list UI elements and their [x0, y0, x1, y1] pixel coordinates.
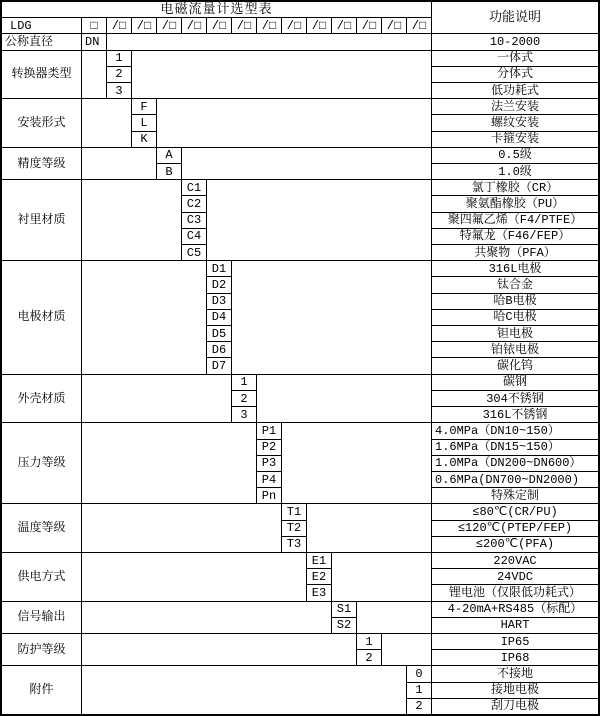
group-label: 信号输出	[2, 602, 81, 633]
group-label: 压力等级	[2, 423, 81, 503]
option-code: 1	[407, 683, 431, 698]
empty-cell	[257, 375, 431, 423]
option-code: T3	[282, 537, 306, 552]
empty-cell	[82, 51, 106, 99]
option-code: D3	[207, 294, 231, 309]
option-desc: HART	[432, 618, 598, 633]
empty-cell	[82, 634, 356, 665]
option-code: S2	[332, 618, 356, 633]
empty-cell	[232, 261, 431, 373]
model-code-slot: /□	[382, 18, 406, 33]
option-code: D4	[207, 310, 231, 325]
option-code: P3	[257, 456, 281, 471]
option-code: 2	[107, 67, 131, 82]
option-code: P1	[257, 423, 281, 438]
option-code: T2	[282, 521, 306, 536]
empty-cell	[332, 553, 431, 601]
option-desc-diameter: 10-2000	[432, 34, 598, 49]
empty-cell	[82, 180, 181, 260]
option-code: T1	[282, 504, 306, 519]
empty-cell	[82, 261, 206, 373]
empty-cell	[207, 180, 431, 260]
option-code: S1	[332, 602, 356, 617]
empty-cell	[382, 634, 431, 665]
empty-cell	[82, 602, 331, 633]
option-desc: 哈B电极	[432, 294, 598, 309]
option-desc: 0.6MPa(DN700~DN2000)	[432, 472, 598, 487]
empty-cell	[82, 423, 256, 503]
model-code-box: □	[82, 18, 106, 33]
empty-cell	[82, 553, 306, 601]
empty-cell	[82, 99, 131, 147]
option-code: D2	[207, 277, 231, 292]
empty-cell	[82, 148, 156, 179]
option-desc: 氯丁橡胶（CR）	[432, 180, 598, 195]
option-desc: 特殊定制	[432, 488, 598, 503]
option-code: C1	[182, 180, 206, 195]
option-desc: 钛合金	[432, 277, 598, 292]
empty-cell	[132, 51, 431, 99]
option-desc: ≤200℃(PFA)	[432, 537, 598, 552]
option-desc: 4.0MPa（DN10~150）	[432, 423, 598, 438]
model-code-slot: /□	[332, 18, 356, 33]
model-prefix: LDG	[2, 18, 81, 33]
option-code: F	[132, 99, 156, 114]
option-code: E2	[307, 569, 331, 584]
option-code: 2	[407, 699, 431, 714]
model-code-slot: /□	[157, 18, 181, 33]
option-desc: 螺纹安装	[432, 115, 598, 130]
option-code: E3	[307, 585, 331, 600]
function-column-header: 功能说明	[432, 2, 598, 33]
group-label: 外壳材质	[2, 375, 81, 423]
option-desc: 聚氨酯橡胶（PU）	[432, 196, 598, 211]
option-code: D1	[207, 261, 231, 276]
option-desc: 钽电极	[432, 326, 598, 341]
option-desc: 聚四氟乙烯（F4/PTFE）	[432, 213, 598, 228]
group-label: 电极材质	[2, 261, 81, 373]
option-code: 3	[107, 83, 131, 98]
option-desc: 304不锈钢	[432, 391, 598, 406]
option-desc: 24VDC	[432, 569, 598, 584]
option-code: C3	[182, 213, 206, 228]
option-code: 0	[407, 666, 431, 681]
option-desc: 低功耗式	[432, 83, 598, 98]
option-code: P2	[257, 440, 281, 455]
option-desc: 1.6MPa（DN15~150）	[432, 440, 598, 455]
option-code: P4	[257, 472, 281, 487]
empty-cell	[82, 375, 231, 423]
option-desc: 铂铱电极	[432, 342, 598, 357]
model-code-slot: /□	[132, 18, 156, 33]
option-desc: 卡箍安装	[432, 132, 598, 147]
option-desc: 316L不锈钢	[432, 407, 598, 422]
option-code: E1	[307, 553, 331, 568]
model-code-slot: /□	[107, 18, 131, 33]
option-code: C2	[182, 196, 206, 211]
option-desc: 特氟龙（F46/FEP）	[432, 229, 598, 244]
option-desc: 1.0MPa（DN200~DN600）	[432, 456, 598, 471]
model-code-slot: /□	[357, 18, 381, 33]
option-code: D5	[207, 326, 231, 341]
option-code: 2	[357, 650, 381, 665]
option-desc: 接地电极	[432, 683, 598, 698]
option-desc: 法兰安装	[432, 99, 598, 114]
option-desc: 哈C电极	[432, 310, 598, 325]
option-code: K	[132, 132, 156, 147]
empty-cell	[107, 34, 431, 49]
option-desc: 碳钢	[432, 375, 598, 390]
group-label: 转换器类型	[2, 51, 81, 99]
model-code-slot: /□	[307, 18, 331, 33]
group-label: 防护等级	[2, 634, 81, 665]
option-code: L	[132, 115, 156, 130]
group-label: 温度等级	[2, 504, 81, 552]
model-code-slot: /□	[207, 18, 231, 33]
option-code: 2	[232, 391, 256, 406]
empty-cell	[157, 99, 431, 147]
table-title: 电磁流量计选型表	[2, 2, 431, 17]
option-desc: 共聚物（PFA）	[432, 245, 598, 260]
empty-cell	[282, 423, 431, 503]
option-desc: 锂电池（仅限低功耗式）	[432, 585, 598, 600]
group-label: 衬里材质	[2, 180, 81, 260]
empty-cell	[357, 602, 431, 633]
option-code: A	[157, 148, 181, 163]
option-desc: 刮刀电极	[432, 699, 598, 714]
group-label: 供电方式	[2, 553, 81, 601]
empty-cell	[82, 666, 406, 714]
model-code-slot: /□	[257, 18, 281, 33]
option-code: B	[157, 164, 181, 179]
option-desc: IP68	[432, 650, 598, 665]
empty-cell	[182, 148, 431, 179]
empty-cell	[82, 504, 281, 552]
option-desc: 316L电极	[432, 261, 598, 276]
model-code-slot: /□	[407, 18, 431, 33]
option-code: 1	[357, 634, 381, 649]
option-code: Pn	[257, 488, 281, 503]
option-desc: 分体式	[432, 67, 598, 82]
option-desc: 不接地	[432, 666, 598, 681]
option-desc: ≤80℃(CR/PU)	[432, 504, 598, 519]
option-desc: 1.0级	[432, 164, 598, 179]
option-desc: 碳化钨	[432, 358, 598, 373]
option-desc: ≤120℃(PTEP/FEP)	[432, 521, 598, 536]
option-code: C4	[182, 229, 206, 244]
model-code-slot: /□	[232, 18, 256, 33]
option-code: 1	[107, 51, 131, 66]
model-code-slot: /□	[282, 18, 306, 33]
group-label: 安装形式	[2, 99, 81, 147]
option-desc: 0.5级	[432, 148, 598, 163]
group-label: 附件	[2, 666, 81, 714]
option-code: 1	[232, 375, 256, 390]
option-desc: IP65	[432, 634, 598, 649]
option-code-dn: DN	[82, 34, 106, 49]
option-desc: 4-20mA+RS485（标配）	[432, 602, 598, 617]
group-label: 精度等级	[2, 148, 81, 179]
option-code: D6	[207, 342, 231, 357]
option-desc: 220VAC	[432, 553, 598, 568]
group-label-diameter: 公称直径	[2, 34, 81, 49]
option-code: C5	[182, 245, 206, 260]
empty-cell	[307, 504, 431, 552]
option-code: 3	[232, 407, 256, 422]
option-code: D7	[207, 358, 231, 373]
option-desc: 一体式	[432, 51, 598, 66]
model-code-slot: /□	[182, 18, 206, 33]
